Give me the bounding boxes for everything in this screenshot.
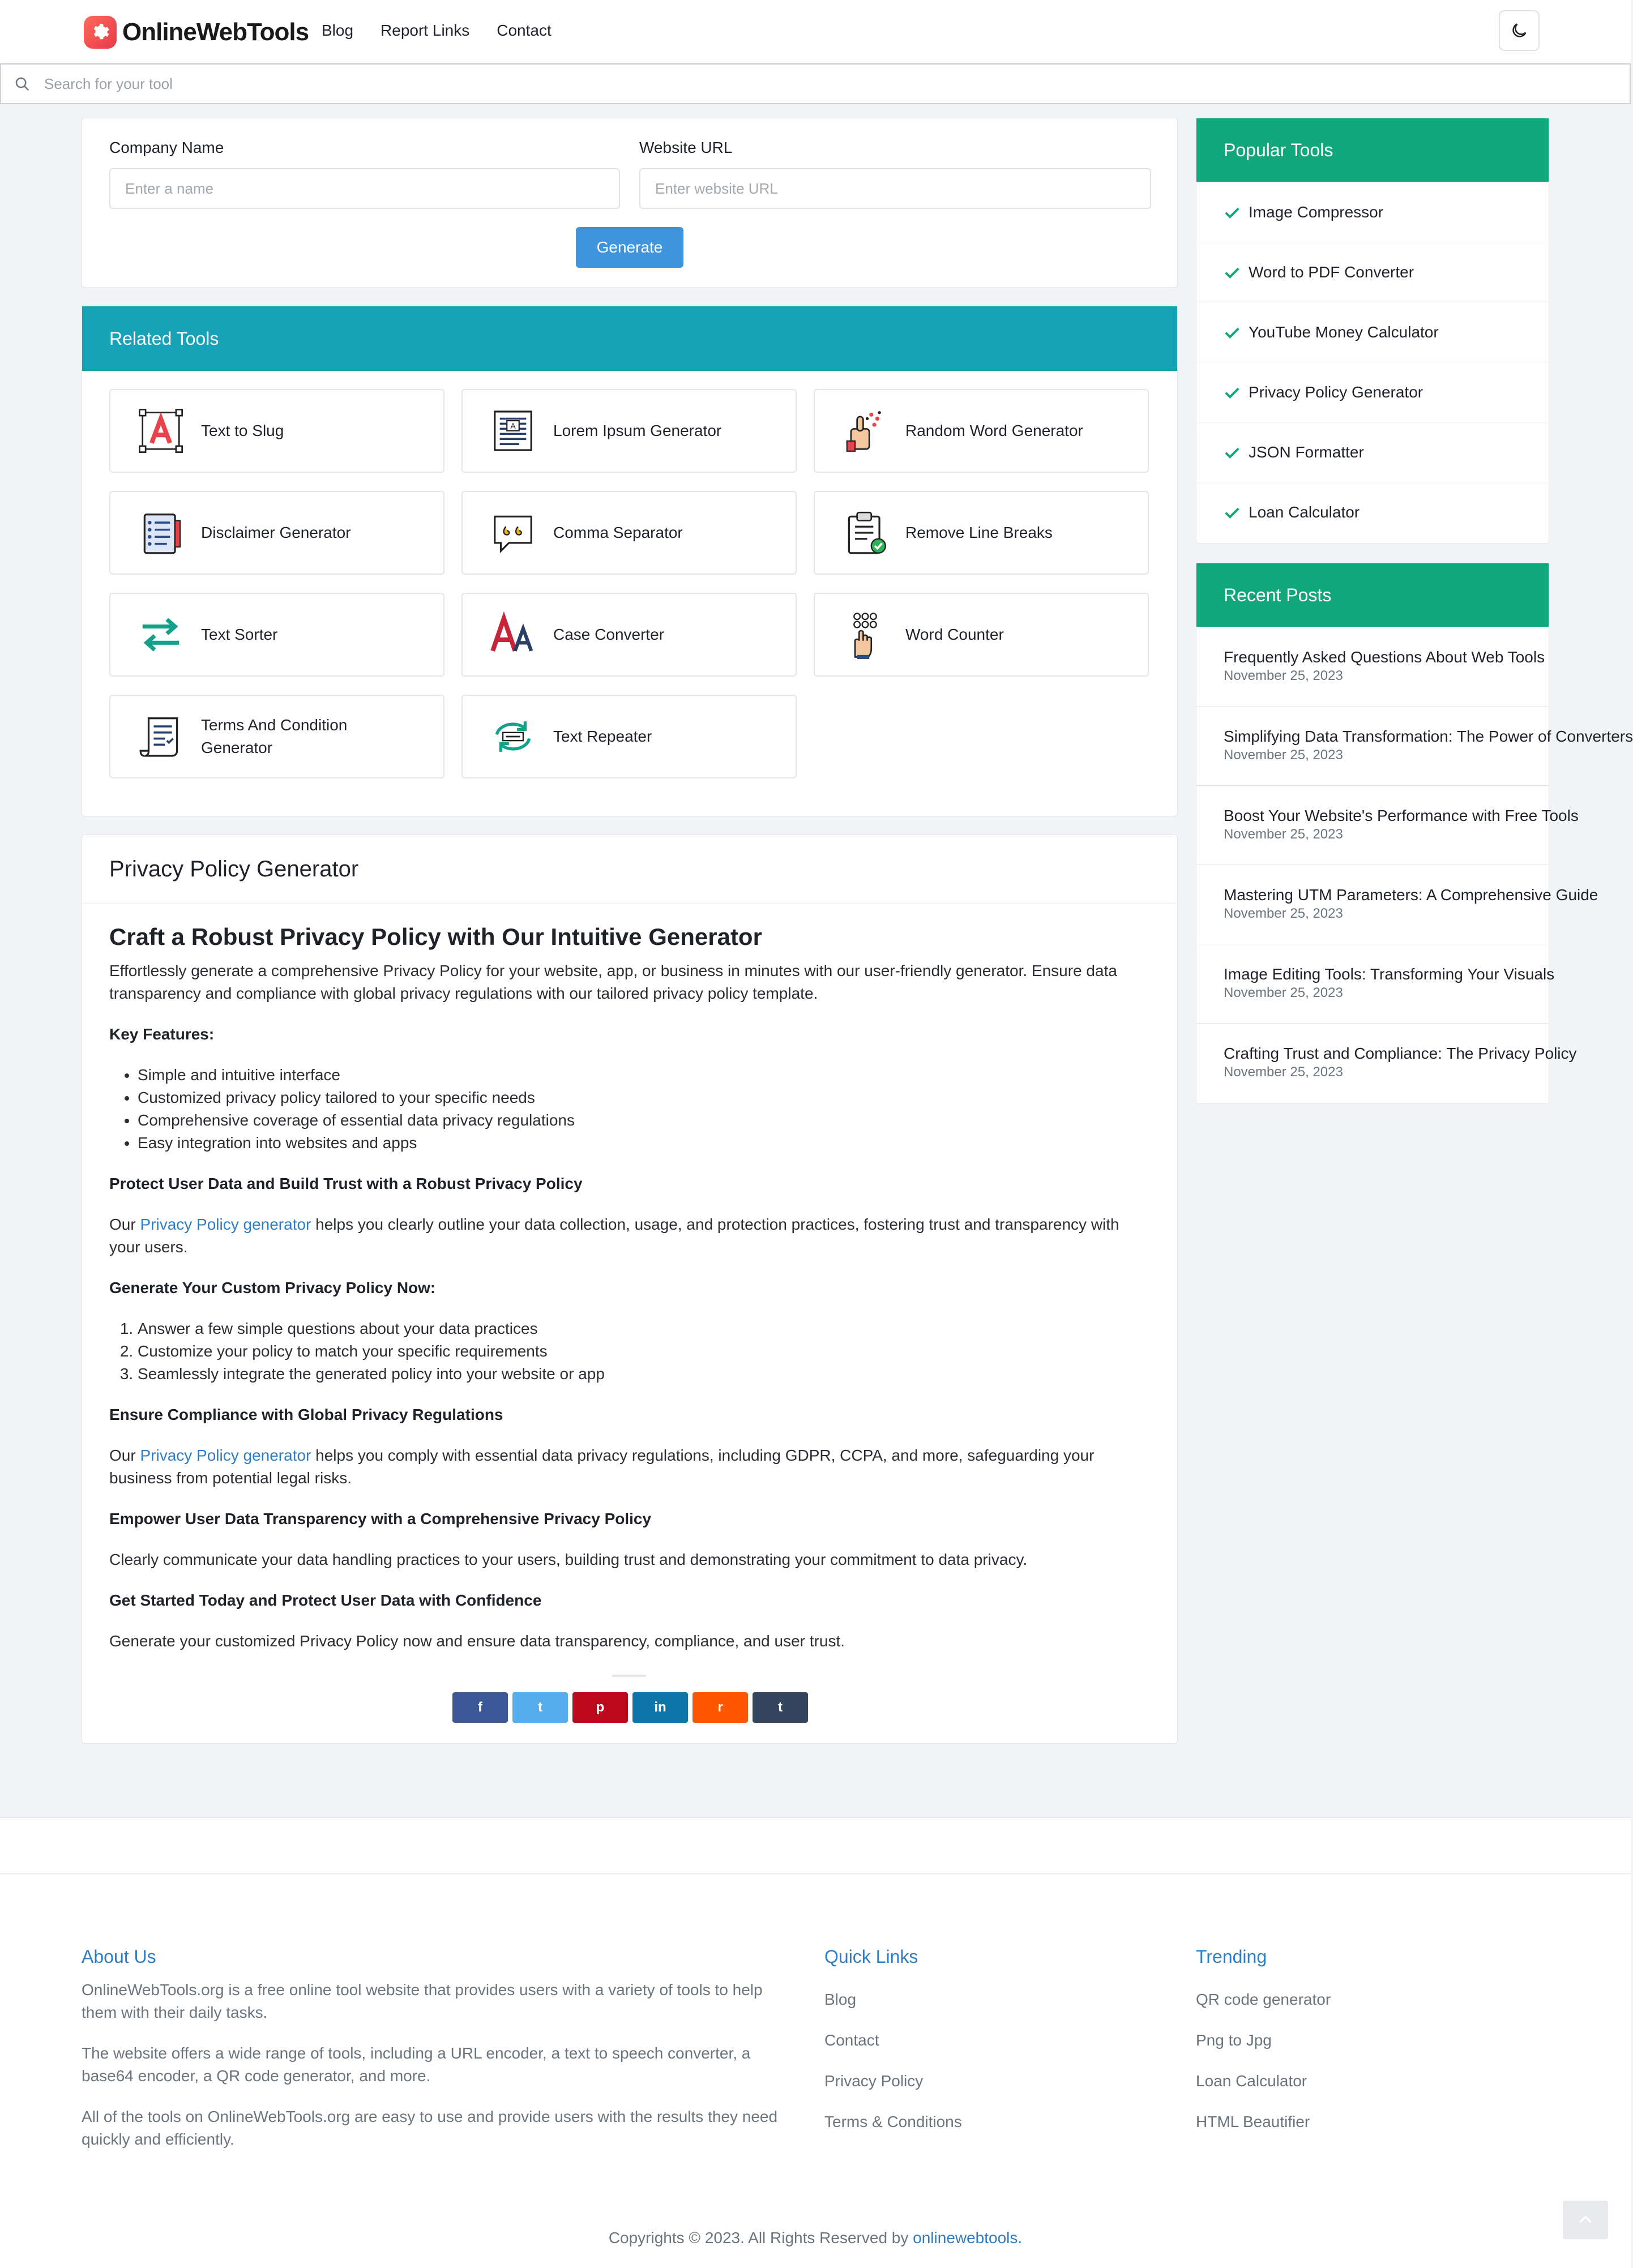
reddit-share-button[interactable] (692, 1692, 748, 1723)
article-heading: Craft a Robust Privacy Policy with Our Intuitive Generator (109, 923, 762, 950)
site-header (0, 0, 1631, 63)
twitter-share-button[interactable] (512, 1692, 568, 1723)
recent-posts-title: Recent Posts (1196, 563, 1549, 627)
copyright-text: Copyrights © 2023. All Rights Reserved by (608, 2229, 913, 2246)
recent-post[interactable] (1196, 785, 1579, 865)
recent-post[interactable] (1196, 706, 1633, 785)
recent-post[interactable] (1196, 627, 1549, 706)
website-url-input[interactable] (639, 168, 1151, 209)
check-icon (1224, 204, 1241, 221)
text-span: helps you comply with essential data privacy regulations, including GDPR, CCPA, and more, safeguarding your business from potential legal risks. (109, 1447, 1095, 1487)
popular-tools-title: Popular Tools (1196, 118, 1549, 182)
tool-text-to-slug[interactable] (109, 389, 444, 473)
share-divider (612, 1675, 646, 1677)
about-us-text (82, 1979, 801, 2169)
about-paragraph: All of the tools on OnlineWebTools.org are easy to use and provide users with the results they need quickly and efficiently. (82, 2108, 778, 2148)
company-name-input[interactable] (109, 168, 620, 209)
post-date: November 25, 2023 (1224, 668, 1343, 683)
lorem-document-icon (488, 405, 538, 456)
sort-arrows-icon (135, 609, 186, 660)
generator-form-card (82, 118, 1178, 288)
privacy-policy-generator-link[interactable]: Privacy Policy generator (140, 1447, 311, 1464)
tool-text-repeater[interactable] (461, 695, 797, 778)
facebook-icon: f (478, 1700, 482, 1715)
popular-item-label: JSON Formatter (1249, 443, 1364, 461)
nav-report-links[interactable]: Report Links (381, 22, 470, 39)
site-logo[interactable] (84, 16, 309, 49)
tool-label: Text Repeater (553, 728, 652, 745)
popular-item-image-compressor[interactable] (1196, 182, 1549, 242)
check-icon (1224, 444, 1241, 461)
terms-scroll-icon (135, 711, 186, 762)
generate-button[interactable]: Generate (576, 227, 683, 268)
privacy-policy-generator-link[interactable]: Privacy Policy generator (140, 1216, 311, 1233)
footer-link-html-beautifier[interactable]: HTML Beautifier (1196, 2113, 1310, 2130)
svg-text:A: A (510, 422, 516, 431)
counter-hand-icon (840, 609, 891, 660)
trending-title: Trending (1196, 1946, 1267, 1967)
list-item: • Comprehensive coverage of essential data privacy regulations (138, 1109, 1151, 1132)
tool-label: Random Word Generator (905, 422, 1083, 439)
post-date: November 25, 2023 (1224, 747, 1343, 763)
popular-item-youtube-money-calculator[interactable] (1196, 302, 1549, 362)
post-date: November 25, 2023 (1224, 985, 1343, 1000)
share-buttons (452, 1692, 813, 1723)
features-heading: Key Features: (109, 1025, 215, 1043)
main-nav (322, 22, 579, 40)
check-icon (1224, 384, 1241, 401)
reddit-icon: r (717, 1700, 723, 1715)
features-list (138, 1064, 1151, 1154)
about-paragraph: The website offers a wide range of tools, including a URL encoder, a text to speech converter, a base64 encoder, a QR code generator, and more. (82, 2044, 751, 2085)
ensure-heading: Ensure Compliance with Global Privacy Regulations (109, 1406, 503, 1423)
tool-label: Word Counter (905, 626, 1004, 643)
recent-post[interactable] (1196, 944, 1555, 1023)
check-icon (1224, 264, 1241, 281)
footer-link-blog[interactable]: Blog (824, 1991, 857, 2008)
post-date: November 25, 2023 (1224, 827, 1343, 842)
tumblr-share-button[interactable] (753, 1692, 808, 1723)
popular-item-label: Loan Calculator (1249, 503, 1360, 521)
tool-label: Terms And Condition Generator (201, 716, 348, 756)
article-body (109, 922, 1151, 1671)
footer-link-png-to-jpg[interactable]: Png to Jpg (1196, 2031, 1272, 2049)
disclaimer-icon (135, 507, 186, 558)
text-span: helps you clearly outline your data collection, usage, and protection practices, fostering trust and transparency with your users. (109, 1216, 1119, 1256)
website-url-label: Website URL (639, 139, 733, 156)
tool-remove-line-breaks[interactable] (814, 491, 1149, 575)
empower-heading: Empower User Data Transparency with a Comprehensive Privacy Policy (109, 1510, 652, 1527)
nav-blog[interactable]: Blog (322, 22, 354, 39)
popular-item-loan-calculator[interactable] (1196, 482, 1549, 542)
start-heading: Get Started Today and Protect User Data with Confidence (109, 1591, 542, 1609)
text-slug-icon (135, 405, 186, 456)
popular-item-label: Image Compressor (1249, 203, 1384, 221)
text-span: Our (109, 1216, 140, 1233)
tool-search-bar (0, 63, 1631, 104)
recent-post[interactable] (1196, 865, 1598, 944)
tool-terms-and-condition-generator[interactable] (109, 695, 444, 778)
logo-text: OnlineWebTools (122, 18, 309, 46)
tool-label: Case Converter (553, 626, 665, 643)
steps-list (138, 1317, 1151, 1385)
recent-post[interactable] (1196, 1023, 1577, 1102)
footer-link-privacy-policy[interactable]: Privacy Policy (824, 2072, 924, 2090)
popular-item-json-formatter[interactable] (1196, 422, 1549, 482)
popular-item-label: YouTube Money Calculator (1249, 323, 1439, 341)
moon-icon (1510, 21, 1529, 40)
article-intro: Effortlessly generate a comprehensive Privacy Policy for your website, app, or business in minutes with our user-friendly generator. Ensure data transparency and compliance with global privacy regulations with our tailored privacy policy template. (109, 962, 1117, 1002)
article-card-title: Privacy Policy Generator (82, 835, 1177, 904)
empower-paragraph: Clearly communicate your data handling practices to your users, building trust and demonstrating your commitment to data privacy. (109, 1551, 1028, 1568)
related-tools-card (82, 306, 1178, 816)
list-item: 2. Customize your policy to match your specific requirements (138, 1340, 1151, 1363)
tool-random-word-generator[interactable] (814, 389, 1149, 473)
post-title: Simplifying Data Transformation: The Power of Converters (1224, 728, 1633, 745)
clipboard-check-icon (840, 507, 891, 558)
footer-link-qr-code-generator[interactable]: QR code generator (1196, 1991, 1331, 2008)
company-name-label: Company Name (109, 139, 224, 156)
tool-label: Text to Slug (201, 422, 284, 439)
tool-label: Disclaimer Generator (201, 524, 351, 541)
tool-comma-separator[interactable] (461, 491, 797, 575)
tool-label: Text Sorter (201, 626, 278, 643)
tool-label: Comma Separator (553, 524, 683, 541)
protect-heading: Protect User Data and Build Trust with a Robust Privacy Policy (109, 1175, 583, 1192)
quick-links-title: Quick Links (824, 1946, 918, 1967)
post-title: Frequently Asked Questions About Web Tools (1224, 648, 1545, 666)
logo-gear-icon (84, 16, 117, 49)
post-date: November 25, 2023 (1224, 1064, 1343, 1080)
facebook-share-button[interactable] (452, 1692, 508, 1723)
text-span: Our (109, 1447, 140, 1464)
nav-contact[interactable]: Contact (497, 22, 552, 39)
popular-item-privacy-policy-generator[interactable] (1196, 362, 1549, 422)
protect-paragraph (109, 1213, 1151, 1259)
comma-bubble-icon (488, 507, 538, 558)
post-title: Image Editing Tools: Transforming Your Visuals (1224, 965, 1555, 983)
popular-item-label: Privacy Policy Generator (1249, 383, 1423, 401)
dark-mode-toggle-button[interactable] (1499, 10, 1540, 51)
popular-tools-card (1196, 118, 1549, 544)
about-paragraph: OnlineWebTools.org is a free online tool website that provides users with a variety of tools to help them with their daily tasks. (82, 1981, 763, 2021)
post-title: Mastering UTM Parameters: A Comprehensive Guide (1224, 886, 1598, 904)
related-tools-title: Related Tools (82, 306, 1177, 371)
repeat-icon (488, 711, 538, 762)
tool-word-counter[interactable] (814, 593, 1149, 677)
pinterest-share-button[interactable] (572, 1692, 628, 1723)
tool-label: Lorem Ipsum Generator (553, 422, 722, 439)
popular-item-label: Word to PDF Converter (1249, 263, 1414, 281)
tool-case-converter[interactable] (461, 593, 797, 677)
start-paragraph: Generate your customized Privacy Policy now and ensure data transparency, compliance, and user trust. (109, 1632, 845, 1650)
post-title: Boost Your Website's Performance with Free Tools (1224, 807, 1579, 824)
tool-lorem-ipsum-generator[interactable] (461, 389, 797, 473)
check-icon (1224, 504, 1241, 521)
copyright (0, 2229, 1631, 2247)
chevron-up-icon (1576, 2210, 1595, 2230)
footer-link-terms[interactable]: Terms & Conditions (824, 2113, 962, 2130)
ensure-paragraph (109, 1444, 1151, 1490)
list-item: • Easy integration into websites and apps (138, 1132, 1151, 1154)
article-card (82, 835, 1178, 1744)
copyright-link[interactable]: onlinewebtools. (913, 2229, 1023, 2246)
footer-link-loan-calculator[interactable]: Loan Calculator (1196, 2072, 1307, 2090)
linkedin-icon: in (654, 1700, 666, 1715)
list-item: • Customized privacy policy tailored to your specific needs (138, 1086, 1151, 1109)
tool-label: Remove Line Breaks (905, 524, 1053, 541)
search-icon (14, 75, 31, 92)
list-item: • Simple and intuitive interface (138, 1064, 1151, 1086)
linkedin-share-button[interactable] (632, 1692, 688, 1723)
generate-heading: Generate Your Custom Privacy Policy Now: (109, 1279, 436, 1296)
tool-disclaimer-generator[interactable] (109, 491, 444, 575)
check-icon (1224, 324, 1241, 341)
search-input[interactable] (44, 75, 1573, 93)
random-word-icon (840, 405, 891, 456)
list-item: 3. Seamlessly integrate the generated policy into your website or app (138, 1363, 1151, 1385)
footer-band (0, 1817, 1631, 1874)
twitter-icon: t (538, 1700, 542, 1715)
pinterest-icon: p (596, 1700, 605, 1715)
quick-links-list (824, 1990, 962, 2153)
post-date: November 25, 2023 (1224, 906, 1343, 921)
trending-list (1196, 1990, 1331, 2153)
popular-item-word-to-pdf[interactable] (1196, 242, 1549, 302)
recent-posts-card (1196, 563, 1633, 1104)
list-item: 1. Answer a few simple questions about your data practices (138, 1317, 1151, 1340)
tool-text-sorter[interactable] (109, 593, 444, 677)
case-letters-icon (488, 609, 538, 660)
footer-link-contact[interactable]: Contact (824, 2031, 879, 2049)
site-footer (0, 1875, 1631, 2268)
tumblr-icon: t (778, 1700, 783, 1715)
about-us-title: About Us (82, 1946, 156, 1967)
post-title: Crafting Trust and Compliance: The Privacy Policy (1224, 1045, 1577, 1062)
